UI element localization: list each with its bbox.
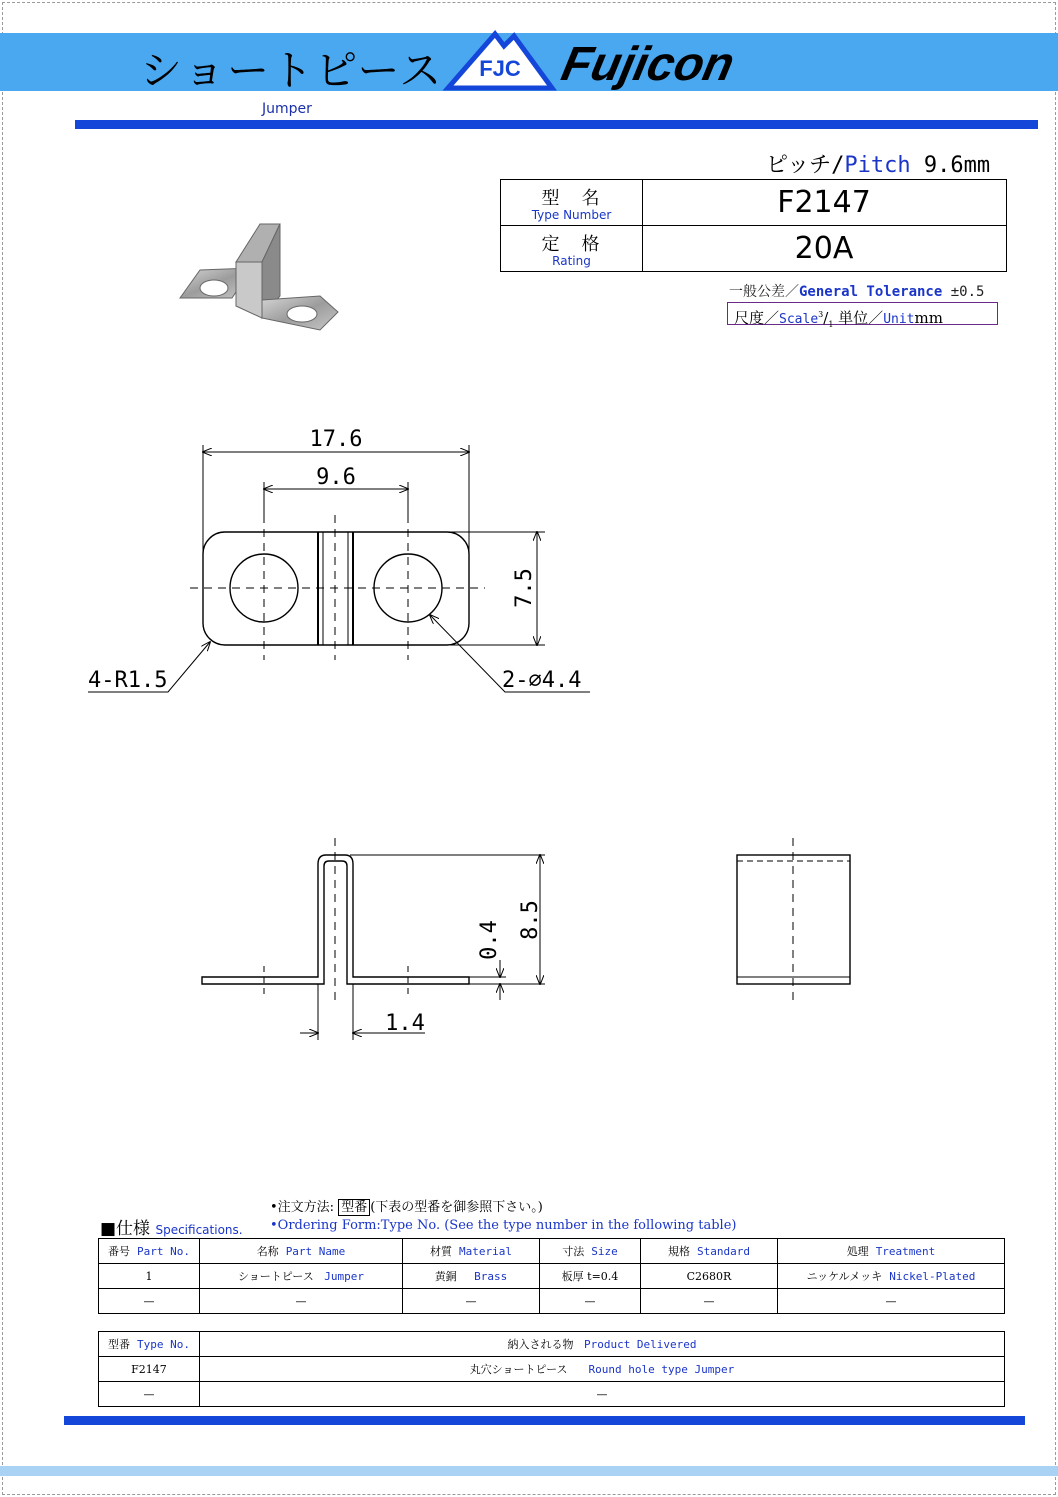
pitch-jp: ピッチ/: [766, 153, 845, 178]
parts-table-header: [99, 1239, 1005, 1264]
rating-value: 20A: [794, 231, 854, 266]
ordering-form-en: •Ordering Form:Type No. (See the type number in the following table): [270, 1218, 737, 1233]
table-row: F2147 丸穴ショートピース Round hole type Jumper: [99, 1357, 1005, 1382]
table-row: 1 ショートピース Jumper 黄銅 Brass 板厚 t=0.4 C2680R ニッケルメッキ Nickel-Plated: [99, 1264, 1005, 1289]
tolerance-value: ±0.5: [950, 284, 985, 300]
footer-rule: [64, 1416, 1025, 1425]
header-size: 寸法 Size: [540, 1239, 641, 1264]
header-material: 材質 Material: [403, 1239, 540, 1264]
tolerance-jp: 一般公差／: [729, 284, 799, 300]
scale-num: 3: [818, 310, 824, 319]
dim-thickness: 0.4: [477, 920, 502, 960]
ordering-method: [270, 1196, 543, 1215]
spec-heading-en: Specifications.: [155, 1223, 243, 1237]
unit-en: Unit: [883, 312, 915, 327]
scale-unit-box: 尺度$/Scale^3/_1$ 単位／Unitmm: [727, 302, 998, 325]
subtitle: Jumper: [262, 101, 312, 117]
delivery-table-header: [99, 1332, 1005, 1357]
dim-hole: 2-∅4.4: [502, 668, 582, 693]
table-row: — — — — — —: [99, 1289, 1005, 1314]
tolerance-en: General Tolerance: [799, 284, 943, 300]
scale-jp: 尺度／: [734, 309, 780, 327]
delivery-table: [98, 1331, 1005, 1407]
logo-mark-text: FJC: [479, 56, 521, 81]
order-jp-suffix: (下表の型番を御参照下さい。): [370, 1200, 543, 1215]
scale-den: 1: [828, 320, 834, 329]
unit-jp: 単位／: [833, 309, 884, 327]
dim-radius: 4-R1.5: [88, 668, 168, 693]
header-treatment: 処理 Treatment: [778, 1239, 1005, 1264]
footer-band: [0, 1466, 1058, 1476]
header-standard: 規格 Standard: [641, 1239, 778, 1264]
dim-pitch: 9.6: [316, 465, 356, 490]
parts-table: [98, 1238, 1005, 1314]
header-type-no: 型番 Type No.: [99, 1332, 200, 1357]
spec-heading-jp: ■仕様: [100, 1219, 156, 1239]
header-product-delivered: 納入される物 Product Delivered: [200, 1332, 1005, 1357]
product-photo: [180, 224, 338, 330]
table-row: — —: [99, 1382, 1005, 1407]
dim-gap: 1.4: [385, 1011, 425, 1036]
type-number-value: F2147: [777, 185, 871, 220]
order-jp-box: 型番: [338, 1199, 370, 1216]
header-part-no: 番号 Part No.: [99, 1239, 200, 1264]
dim-width: 17.6: [309, 427, 363, 452]
pitch-value: 9.6mm: [910, 153, 991, 178]
dim-tab-height: 8.5: [518, 900, 543, 940]
scale-en: Scale: [779, 312, 819, 327]
end-view: [737, 838, 850, 1000]
type-label-en: Type Number: [531, 208, 612, 222]
unit-value: mm: [914, 309, 943, 327]
rating-label-jp: 定格: [541, 234, 622, 255]
specifications-heading: [100, 1214, 243, 1239]
order-jp-prefix: •注文方法:: [270, 1200, 339, 1215]
dim-height: 7.5: [512, 568, 537, 608]
type-label-jp: 型名: [541, 188, 622, 209]
page-title: ショートピース: [140, 46, 444, 95]
header-part-name: 名称 Part Name: [200, 1239, 403, 1264]
rating-label-en: Rating: [552, 254, 591, 268]
brand-name: Fujicon: [557, 37, 739, 91]
pitch-en: Pitch: [844, 153, 911, 178]
